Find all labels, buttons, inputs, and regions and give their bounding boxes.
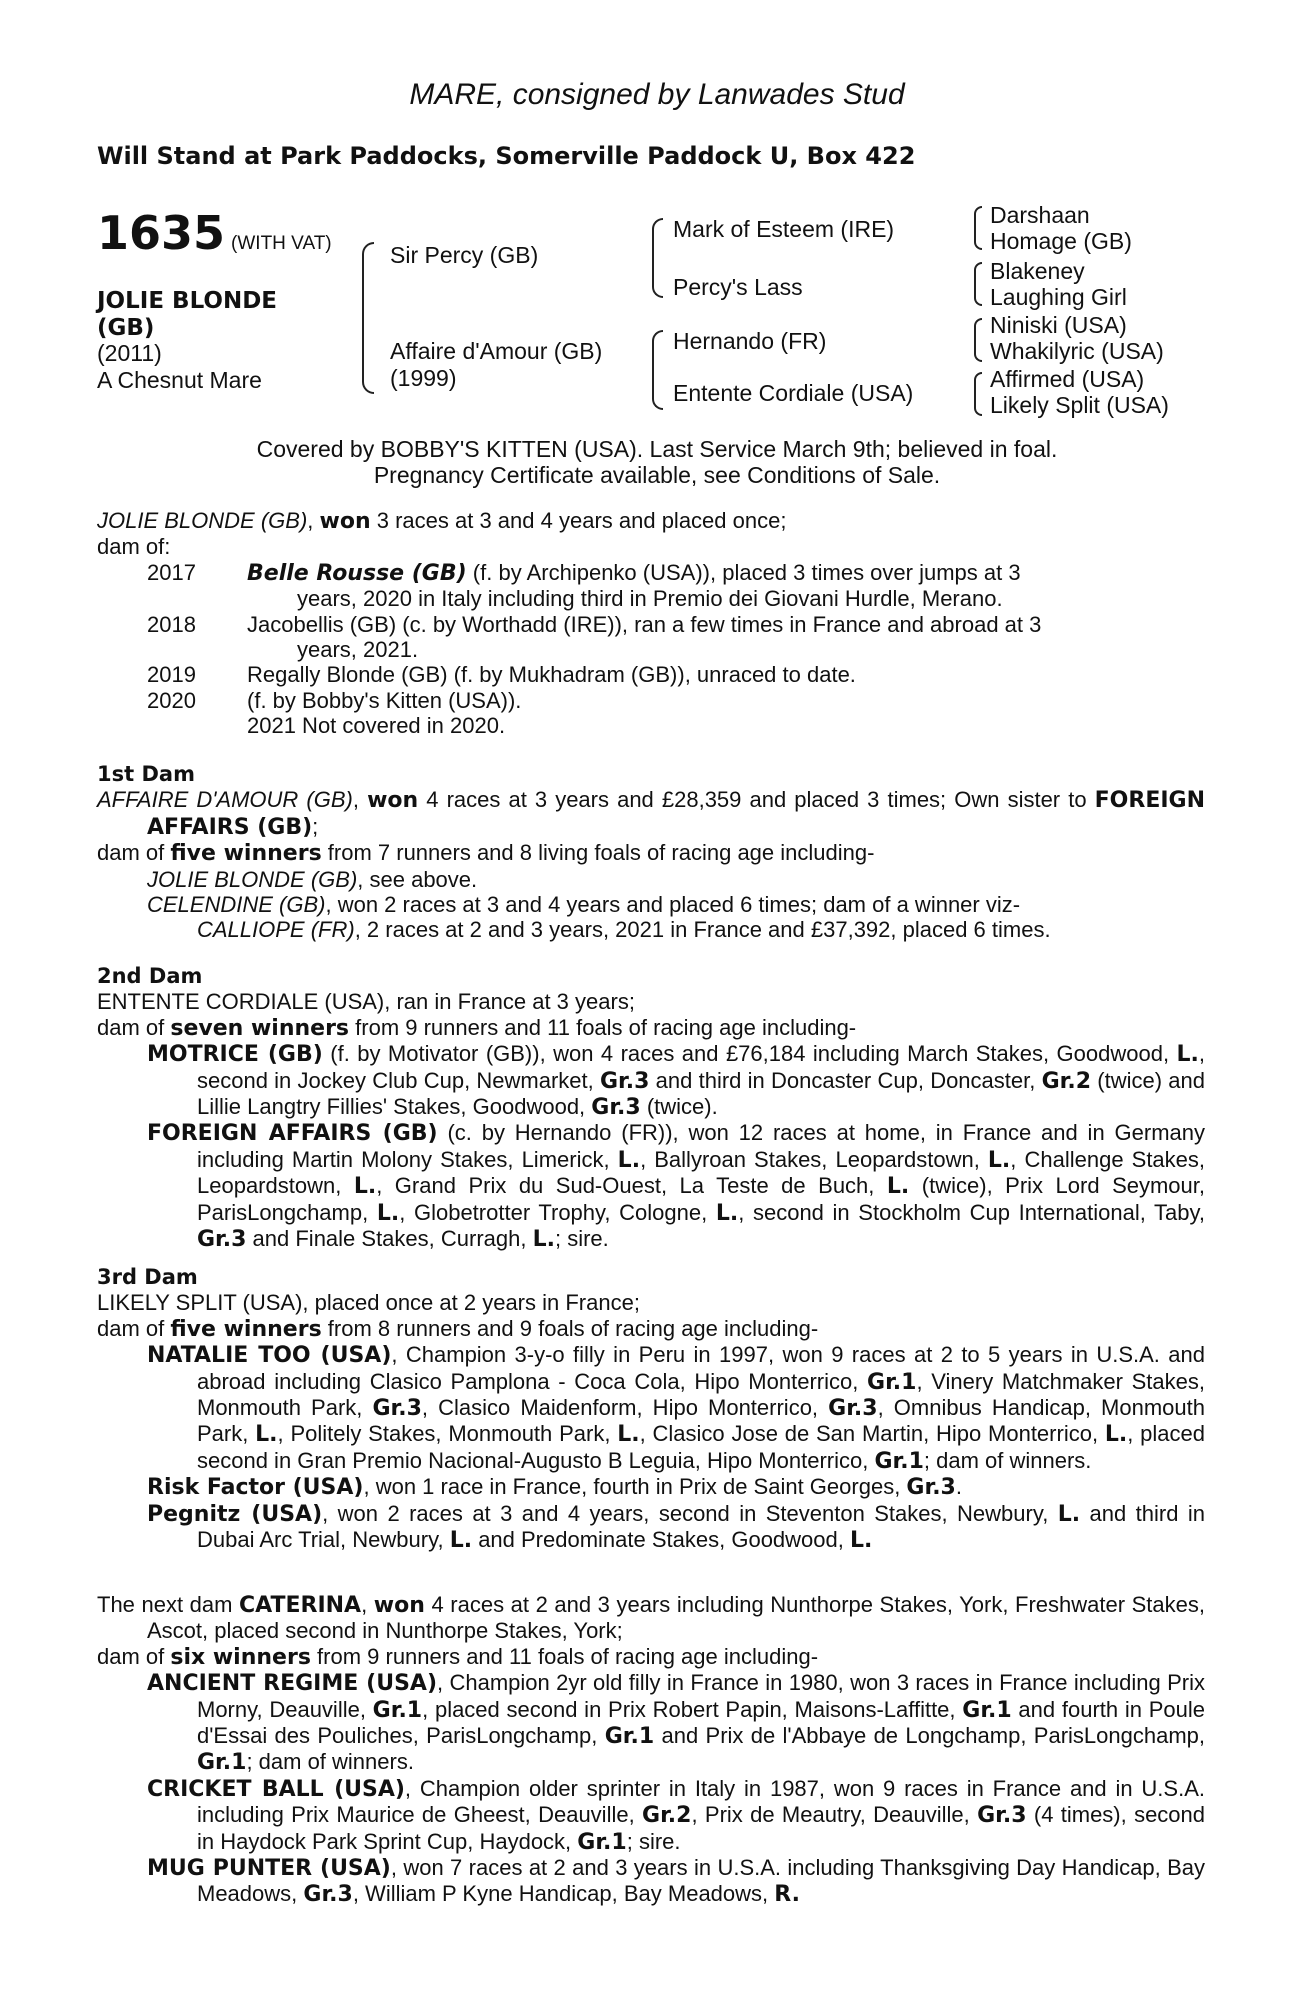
next-dam-item: MUG PUNTER (USA), won 7 races at 2 and 3 years in U.S.A. including Thanksgiving Day Handicap, Bay Meadows, Gr.3, William P Kyne Handicap, Bay Meadows, R. (147, 1855, 1205, 1908)
second-dam-line: ENTENTE CORDIALE (USA), ran in France at 3 years; (97, 989, 635, 1015)
stand-location: Will Stand at Park Paddocks, Somerville Paddock U, Box 422 (97, 142, 916, 170)
produce-year: 2018 (147, 611, 196, 637)
next-dam-item: ANCIENT REGIME (USA), Champion 2yr old filly in France in 1980, won 3 races in France including Prix Morny, Deauville, Gr.1, placed second in Prix Robert Papin, Maisons-Laffitte, Gr.1 and fourth in Poule d'Essai des Pouliches, ParisLongchamp, Gr.1 and Prix de l'Abbaye de Longchamp, ParisLongchamp, Gr.1; dam of winners. (147, 1670, 1205, 1776)
first-dam-dam-of: dam of five winners from 7 runners and 8 living foals of racing age including- (97, 840, 875, 867)
produce-dam-of: dam of: (97, 534, 171, 560)
third-dam-item: Risk Factor (USA), won 1 race in France, fourth in Prix de Saint Georges, Gr.3. (147, 1474, 962, 1501)
produce-line: Jacobellis (GB) (c. by Worthadd (IRE)), ran a few times in France and abroad at 3 (247, 611, 1042, 637)
pedigree-brace-g3 (974, 318, 982, 362)
horse-origin: (GB) (97, 315, 155, 341)
produce-entry (97, 560, 1205, 612)
next-dam-dam-of: dam of six winners from 9 runners and 11 foals of racing age including- (97, 1643, 819, 1670)
covered-note (0, 436, 1314, 488)
pedigree-brace-g4 (974, 372, 982, 416)
first-dam-text: AFFAIRE D'AMOUR (GB), won 4 races at 3 years and £28,359 and placed 3 times; Own sister to FOREIGN AFFAIRS (GB); (97, 787, 1206, 840)
first-dam-item: JOLIE BLONDE (GB), see above. (147, 866, 478, 892)
pedigree-gg2: Homage (GB) (990, 228, 1132, 254)
third-dam-heading: 3rd Dam (97, 1265, 198, 1289)
produce-year: 2017 (147, 559, 196, 585)
consignment-heading: MARE, consigned by Lanwades Stud (409, 78, 905, 111)
third-dam-section (97, 1265, 1205, 1553)
produce-line-cont: years, 2021. (297, 637, 419, 663)
second-dam-heading: 2nd Dam (97, 964, 203, 988)
pedigree-gg5: Niniski (USA) (990, 312, 1127, 338)
pedigree-gg8: Likely Split (USA) (990, 392, 1169, 418)
second-dam-dam-of: dam of seven winners from 9 runners and 11 foals of racing age including- (97, 1014, 857, 1041)
pedigree-sire: Sir Percy (GB) (390, 242, 539, 268)
produce-horse-name: JOLIE BLONDE (GB) (97, 508, 308, 533)
pedigree-gg6: Whakilyric (USA) (990, 338, 1164, 364)
pedigree-gg3: Blakeney (990, 258, 1085, 284)
produce-intro: JOLIE BLONDE (GB), won 3 races at 3 and 4 years and placed once; (97, 508, 787, 534)
first-dam-section (97, 762, 1205, 943)
produce-line-cont: years, 2020 in Italy including third in Premio dei Giovani Hurdle, Merano. (297, 586, 1003, 612)
produce-record (97, 508, 1205, 739)
produce-line: (f. by Archipenko (USA)), placed 3 times over jumps at 3 (466, 559, 1021, 585)
horse-description: A Chesnut Mare (97, 367, 262, 393)
first-dam-heading: 1st Dam (97, 762, 195, 786)
next-dam-section (97, 1592, 1205, 1908)
next-dam-item: CRICKET BALL (USA), Champion older sprinter in Italy in 1987, won 9 races in France and in U.S.A. including Prix Maurice de Gheest, Deauville, Gr.2, Prix de Meautry, Deauville, Gr.3 (4 times), second in Haydock Park Sprint Cup, Haydock, Gr.1; sire. (147, 1775, 1206, 1855)
pedigree-dam: Affaire d'Amour (GB) (390, 338, 603, 364)
second-dam-section (97, 964, 1205, 1252)
third-dam-item: Pegnitz (USA), won 2 races at 3 and 4 years, second in Steventon Stakes, Newbury, L. and third in Dubai Arc Trial, Newbury, L. and Predominate Stakes, Goodwood, L. (147, 1500, 1206, 1554)
horse-year: (2011) (97, 340, 162, 366)
pedigree-gg4: Laughing Girl (990, 284, 1127, 310)
produce-entry (97, 688, 1205, 739)
produce-won: won (319, 509, 371, 534)
produce-foal-name: Belle Rousse (GB) (247, 560, 467, 586)
produce-year: 2019 (147, 662, 196, 688)
pedigree-gg7: Affirmed (USA) (990, 366, 1145, 392)
third-dam-line: LIKELY SPLIT (USA), placed once at 2 years in France; (97, 1290, 640, 1316)
pedigree-brace-dam (652, 330, 663, 410)
produce-entry (97, 612, 1205, 663)
horse-name: JOLIE BLONDE (97, 288, 278, 314)
lot-number-block (97, 206, 332, 260)
covered-line-2: Pregnancy Certificate available, see Conditions of Sale. (373, 462, 941, 488)
pedigree-brace-main (362, 242, 374, 394)
pedigree-brace-g1 (974, 206, 982, 250)
vat-note: (WITH VAT) (231, 233, 332, 254)
pedigree-brace-g2 (974, 262, 982, 306)
horse-name-block (97, 288, 327, 342)
pedigree-dam-year: (1999) (390, 365, 457, 391)
pedigree-sire-sire: Mark of Esteem (IRE) (673, 216, 895, 242)
produce-rest: 3 races at 3 and 4 years and placed once; (370, 508, 787, 533)
covered-line-1: Covered by BOBBY'S KITTEN (USA). Last Service March 9th; believed in foal. (256, 436, 1058, 462)
pedigree-gg1: Darshaan (990, 202, 1090, 228)
first-dam-item: CELENDINE (GB), won 2 races at 3 and 4 years and placed 6 times; dam of a winner viz- (147, 892, 1021, 918)
first-dam-subitem: CALLIOPE (FR), 2 races at 2 and 3 years, 2021 in France and £37,392, placed 6 times. (197, 917, 1051, 943)
produce-line: (f. by Bobby's Kitten (USA)). (247, 687, 522, 713)
third-dam-dam-of: dam of five winners from 8 runners and 9 foals of racing age including- (97, 1315, 819, 1342)
third-dam-item: NATALIE TOO (USA), Champion 3-y-o filly in Peru in 1997, won 9 races at 2 to 5 years in U.S.A. and abroad including Clasico Pamplona - Coca Cola, Hipo Monterrico, Gr.1, Vinery Matchmaker Stakes, Monmouth Park, Gr.3, Clasico Maidenform, Hipo Monterrico, Gr.3, Omnibus Handicap, Monmouth Park, L., Politely Stakes, Monmouth Park, L., Clasico Jose de San Martin, Hipo Monterrico, L., placed second in Gran Premio Nacional-Augusto B Leguia, Hipo Monterrico, Gr.1; dam of winners. (147, 1342, 1205, 1474)
produce-year: 2020 (147, 687, 196, 713)
second-dam-item: MOTRICE (GB) (f. by Motivator (GB)), won 4 races and £76,184 including March Stakes, Goodwood, L., second in Jockey Club Cup, Newmarket, Gr.3 and third in Doncaster Cup, Doncaster, Gr.2 (twice) and Lillie Langtry Fillies' Stakes, Goodwood, Gr.3 (twice). (147, 1041, 1206, 1121)
pedigree-dam-sire: Hernando (FR) (673, 328, 827, 354)
produce-line: Regally Blonde (GB) (f. by Mukhadram (GB)), unraced to date. (247, 662, 856, 688)
pedigree-brace-sire (652, 218, 663, 298)
next-dam-text: The next dam CATERINA, won 4 races at 2 and 3 years including Nunthorpe Stakes, York, Freshwater Stakes, Ascot, placed second in Nunthorpe Stakes, York; (97, 1592, 1205, 1644)
pedigree-sire-dam: Percy's Lass (673, 274, 803, 300)
lot-number: 1635 (97, 206, 226, 260)
produce-line-cont: 2021 Not covered in 2020. (247, 713, 506, 739)
pedigree-dam-dam: Entente Cordiale (USA) (673, 380, 914, 406)
second-dam-item: FOREIGN AFFAIRS (GB) (c. by Hernando (FR)), won 12 races at home, in France and in Germany including Martin Molony Stakes, Limerick, L., Ballyroan Stakes, Leopardstown, L., Challenge Stakes, Leopardstown, L., Grand Prix du Sud-Ouest, La Teste de Buch, L. (twice), Prix Lord Seymour, ParisLongchamp, L., Globetrotter Trophy, Cologne, L., second in Stockholm Cup International, Taby, Gr.3 and Finale Stakes, Curragh, L.; sire. (147, 1120, 1206, 1253)
produce-entry (97, 662, 1205, 687)
